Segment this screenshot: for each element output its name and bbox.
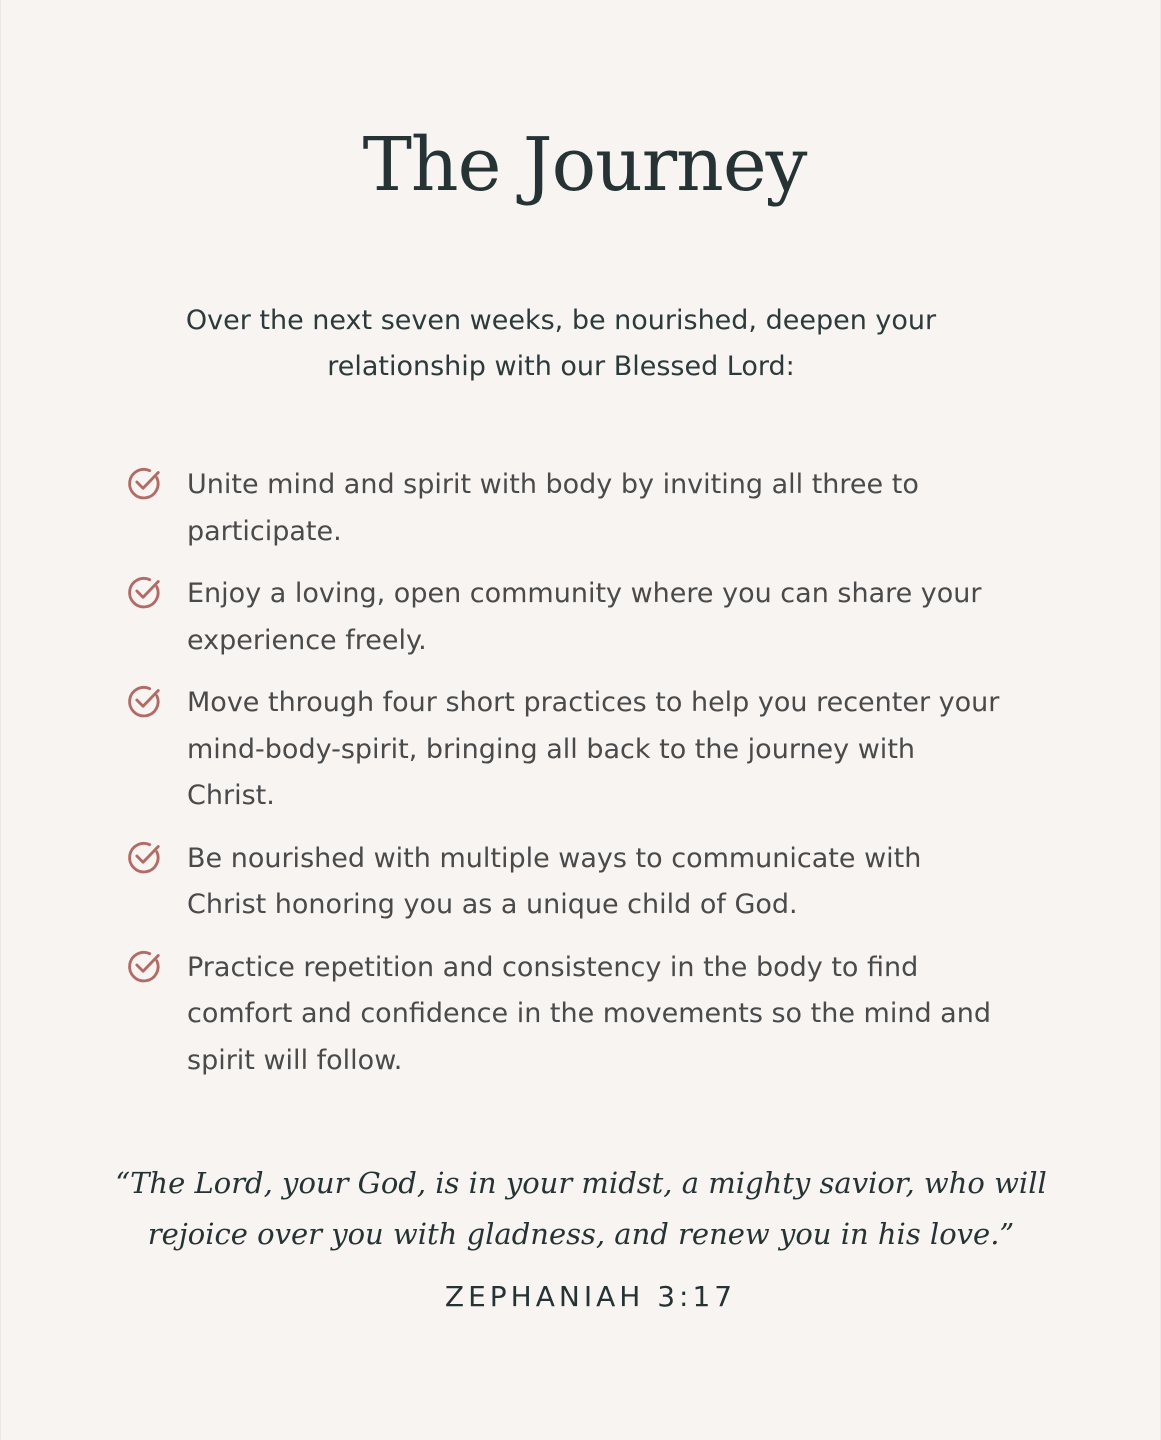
scripture-quote: “The Lord, your God, is in your midst, a mighty savior, who will rejoice over you with gladness, and renew you in his love.”: [115, 1166, 1047, 1251]
check-circle-icon: [125, 947, 163, 985]
scripture-citation: ZEPHANIAH 3:17: [444, 1280, 737, 1313]
list-item-text: Move through four short practices to help you recenter your mind-body-spirit, bringing all back to the journey with Christ.: [187, 687, 1000, 811]
list-item-text: Be nourished with multiple ways to communicate with Christ honoring you as a unique child of God.: [187, 842, 922, 920]
check-circle-icon: [125, 573, 163, 611]
benefits-list: [123, 462, 1003, 1100]
list-item-text: Enjoy a loving, open community where you can share your experience freely.: [187, 578, 982, 656]
list-item: [123, 680, 1003, 820]
check-circle-icon: [125, 464, 163, 502]
list-item-text: Unite mind and spirit with body by inviting all three to participate.: [187, 469, 919, 547]
page-title: The Journey: [362, 122, 807, 208]
list-item: [123, 462, 1003, 555]
intro-text: Over the next seven weeks, be nourished, deepen your relationship with our Blessed Lord:: [185, 305, 937, 382]
list-item: [123, 571, 1003, 664]
list-item: [123, 836, 1003, 929]
check-circle-icon: [125, 838, 163, 876]
check-circle-icon: [125, 682, 163, 720]
list-item: [123, 945, 1003, 1085]
list-item-text: Practice repetition and consistency in the body to find comfort and confidence in the movements so the mind and spirit will follow.: [187, 951, 991, 1076]
